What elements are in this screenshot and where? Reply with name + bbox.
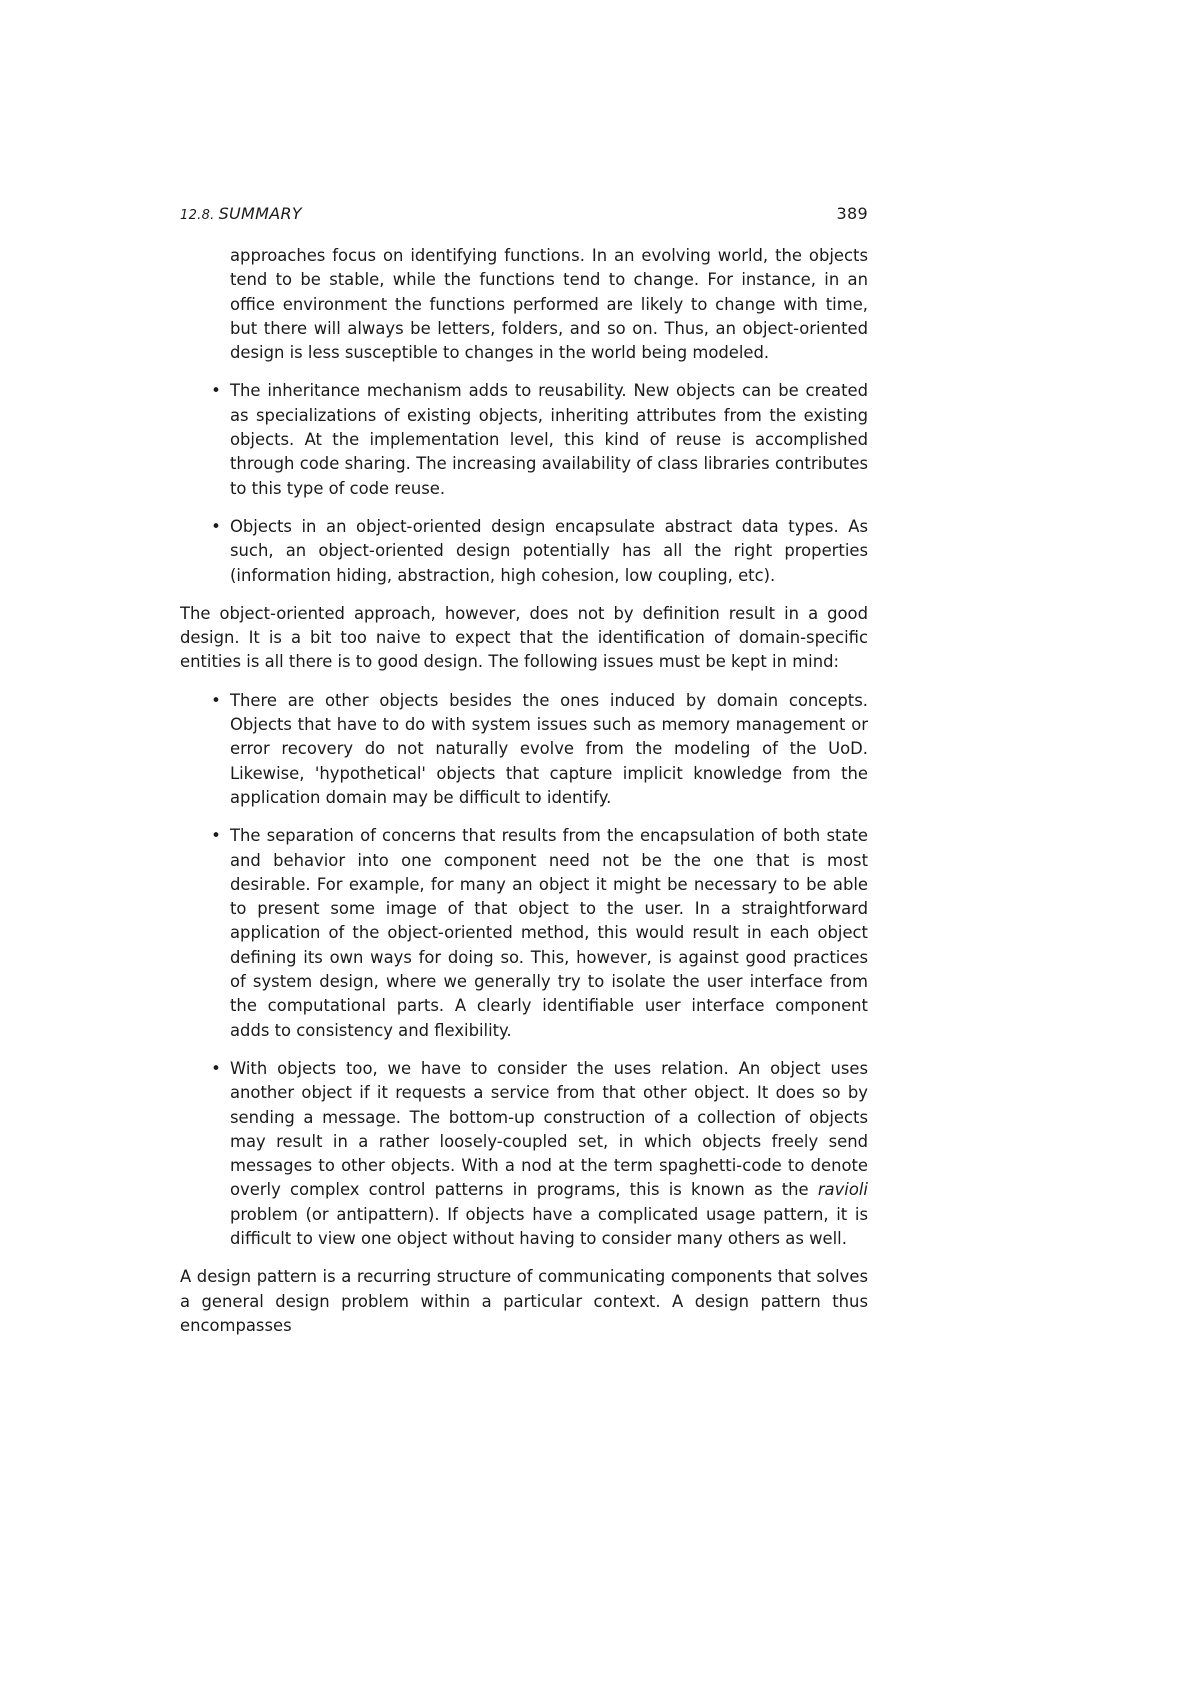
bullet-icon: • bbox=[211, 1058, 221, 1078]
list-item-text: There are other objects besides the ones induced by domain concepts. Objects that have to do with system issues such as memory management or error recovery do not naturally evolve from the modeling of the UoD. Likewise, 'hypothetical' objects that capture implicit knowledge from the application domain may be difficult to identify. bbox=[230, 690, 868, 807]
list-item-text: The inheritance mechanism adds to reusability. New objects can be created as specializations of existing objects, inheriting attributes from the existing objects. At the implementation level, this kind of reuse is accomplished through code sharing. The increasing availability of class libraries contributes to this type of code reuse. bbox=[230, 381, 868, 498]
list-item-text: Objects in an object-oriented design encapsulate abstract data types. As such, an object-oriented design potentially has all the right properties (information hiding, abstraction, high cohesion, low coupling, etc). bbox=[230, 516, 868, 585]
bullet-icon: • bbox=[211, 826, 221, 846]
running-header bbox=[180, 204, 868, 228]
body-text bbox=[180, 244, 868, 1352]
paragraph: A design pattern is a recurring structure of communicating components that solves a general design problem within a particular context. A design pattern thus encompasses bbox=[180, 1267, 868, 1335]
emphasized-term: ravioli bbox=[817, 1180, 868, 1200]
list-item-text-part: With objects too, we have to consider the uses relation. An object uses another object if it requests a service from that other object. It does so by sending a message. The bottom-up construction of a collection of objects may result in a rather loosely-coupled set, in which objects freely send messages to other objects. With a nod at the term spaghetti-code to denote overly complex control patterns in programs, this is known as the bbox=[230, 1058, 868, 1200]
page-number: 389 bbox=[836, 204, 868, 223]
section-number: 12.8. bbox=[180, 208, 215, 223]
bullet-icon: • bbox=[211, 516, 221, 536]
continued-bullet-text: approaches focus on identifying functions. In an evolving world, the objects tend to be stable, while the functions tend to change. For instance, in an office environment the functions performed are likely to change with time, but there will always be letters, folders, and so on. Thus, an object-oriented design is less susceptible to changes in the world being modeled. bbox=[230, 246, 868, 363]
list-item-text: The separation of concerns that results from the encapsulation of both state and behavior into one component need not be the one that is most desirable. For example, for many an object it might be necessary to be able to present some image of that object to the user. In a straightforward application of the object-oriented method, this would result in each object defining its own ways for doing so. This, however, is against good practices of system design, where we generally try to isolate the user interface from the computational parts. A clearly identifiable user interface component adds to consistency and flexibility. bbox=[230, 826, 868, 1040]
list-item bbox=[211, 1057, 868, 1251]
list-item bbox=[211, 689, 868, 810]
list-item-text-part: problem (or antipattern). If objects have a complicated usage pattern, it is difficult to view one object without having to consider many others as well. bbox=[230, 1204, 868, 1248]
bullet-list-advantages bbox=[180, 379, 868, 587]
list-item bbox=[211, 379, 868, 500]
section-title: SUMMARY bbox=[218, 204, 302, 223]
bullet-icon: • bbox=[211, 690, 221, 710]
bullet-list-issues bbox=[180, 689, 868, 1252]
list-item bbox=[211, 515, 868, 588]
list-item bbox=[211, 824, 868, 1043]
list-item-text bbox=[230, 1059, 868, 1248]
bullet-icon: • bbox=[211, 381, 221, 401]
section-heading bbox=[180, 204, 302, 223]
paragraph: The object-oriented approach, however, does not by definition result in a good design. It is a bit too naive to expect that the identification of domain-specific entities is all there is to good design. The following issues must be kept in mind: bbox=[180, 603, 868, 672]
